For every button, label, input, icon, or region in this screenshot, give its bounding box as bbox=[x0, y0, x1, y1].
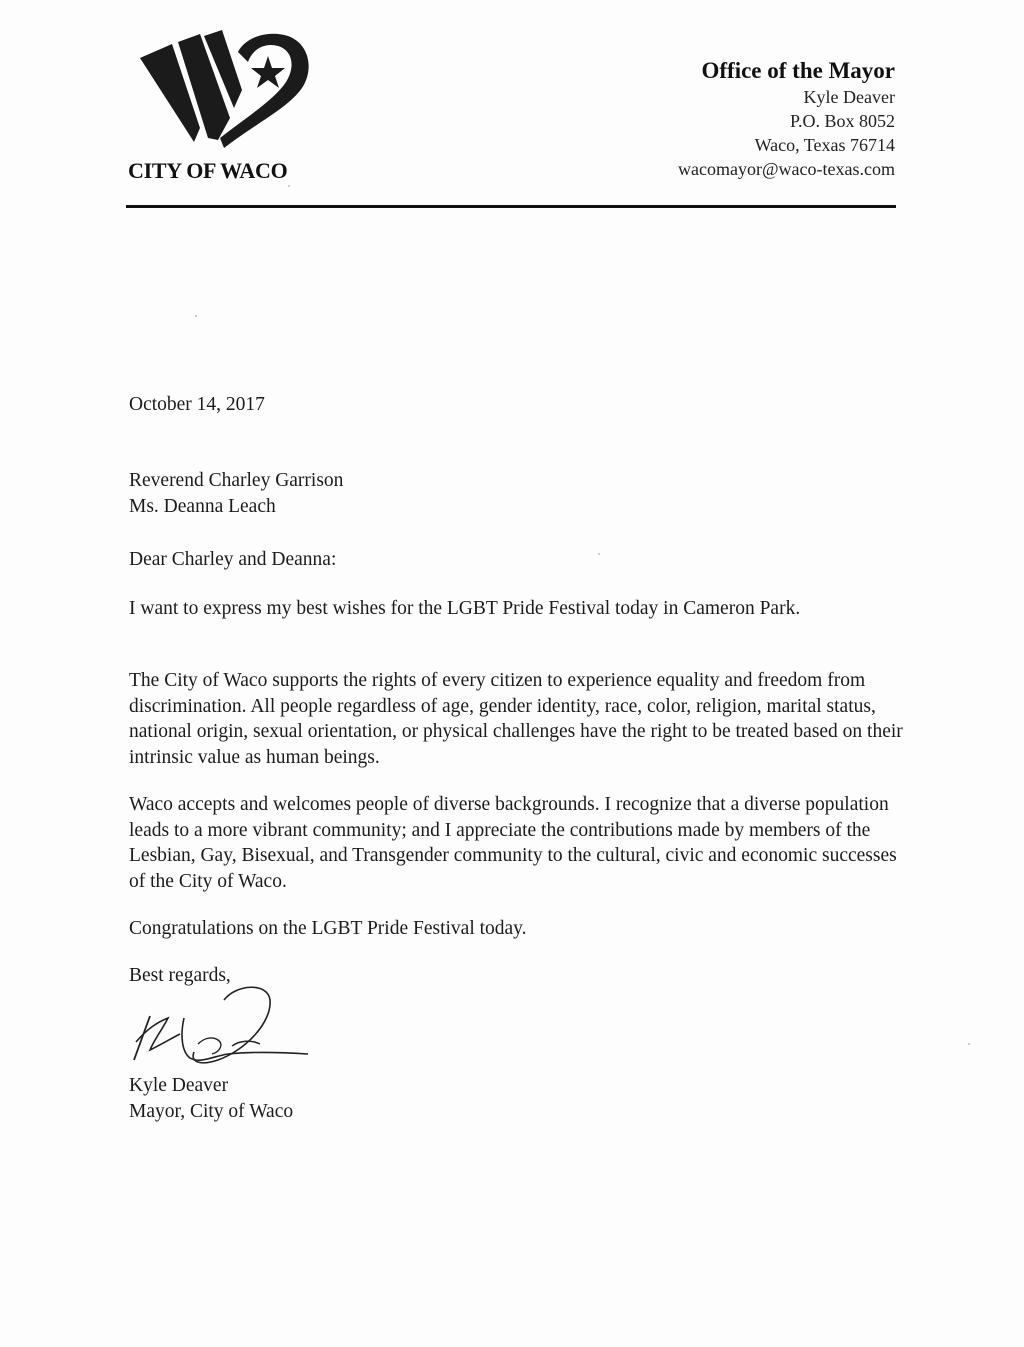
scan-speck bbox=[195, 315, 197, 317]
office-address-block bbox=[678, 57, 895, 181]
paragraph-4: Congratulations on the LGBT Pride Festival today. bbox=[129, 918, 527, 939]
logo-text: CITY OF WACO bbox=[128, 158, 288, 183]
recipient-line: Reverend Charley Garrison bbox=[129, 470, 344, 491]
recipients-block bbox=[129, 468, 904, 519]
city-logo bbox=[128, 30, 318, 190]
letterhead-divider bbox=[126, 205, 896, 208]
paragraph-1: I want to express my best wishes for the LGBT Pride Festival today in Cameron Park. bbox=[129, 598, 801, 619]
paragraph-2: The City of Waco supports the rights of every citizen to experience equality and freedom from discrimination. All people regardless of age, gender identity, race, color, religion, marital status, national origin, sexual orientation, or physical challenges have the right to be treated based on their intrinsic value as human beings. bbox=[129, 670, 903, 768]
salutation: Dear Charley and Deanna: bbox=[129, 549, 337, 570]
scan-speck bbox=[598, 553, 600, 555]
closing: Best regards, bbox=[129, 965, 231, 986]
letter-date: October 14, 2017 bbox=[129, 394, 265, 415]
city-state-zip: Waco, Texas 76714 bbox=[754, 135, 895, 155]
email-address: wacomayor@waco-texas.com bbox=[678, 159, 895, 179]
signature-icon bbox=[128, 978, 328, 1088]
po-box: P.O. Box 8052 bbox=[789, 111, 895, 131]
scan-speck bbox=[968, 1043, 970, 1045]
scan-speck bbox=[288, 185, 290, 187]
paragraph-3: Waco accepts and welcomes people of diverse backgrounds. I recognize that a diverse population leads to a more vibrant community; and I appreciate the contributions made by members of the Lesbian, Gay, Bisexual, and Transgender community to the cultural, civic and economic successes of the City of Waco. bbox=[129, 794, 897, 892]
signer-name: Kyle Deaver bbox=[129, 1075, 229, 1096]
recipient-line: Ms. Deanna Leach bbox=[129, 495, 276, 517]
signer-title: Mayor, City of Waco bbox=[129, 1101, 294, 1122]
office-title: Office of the Mayor bbox=[701, 58, 895, 83]
signature bbox=[128, 978, 328, 1088]
city-of-waco-logo-icon bbox=[138, 30, 313, 155]
mayor-name: Kyle Deaver bbox=[803, 87, 895, 107]
